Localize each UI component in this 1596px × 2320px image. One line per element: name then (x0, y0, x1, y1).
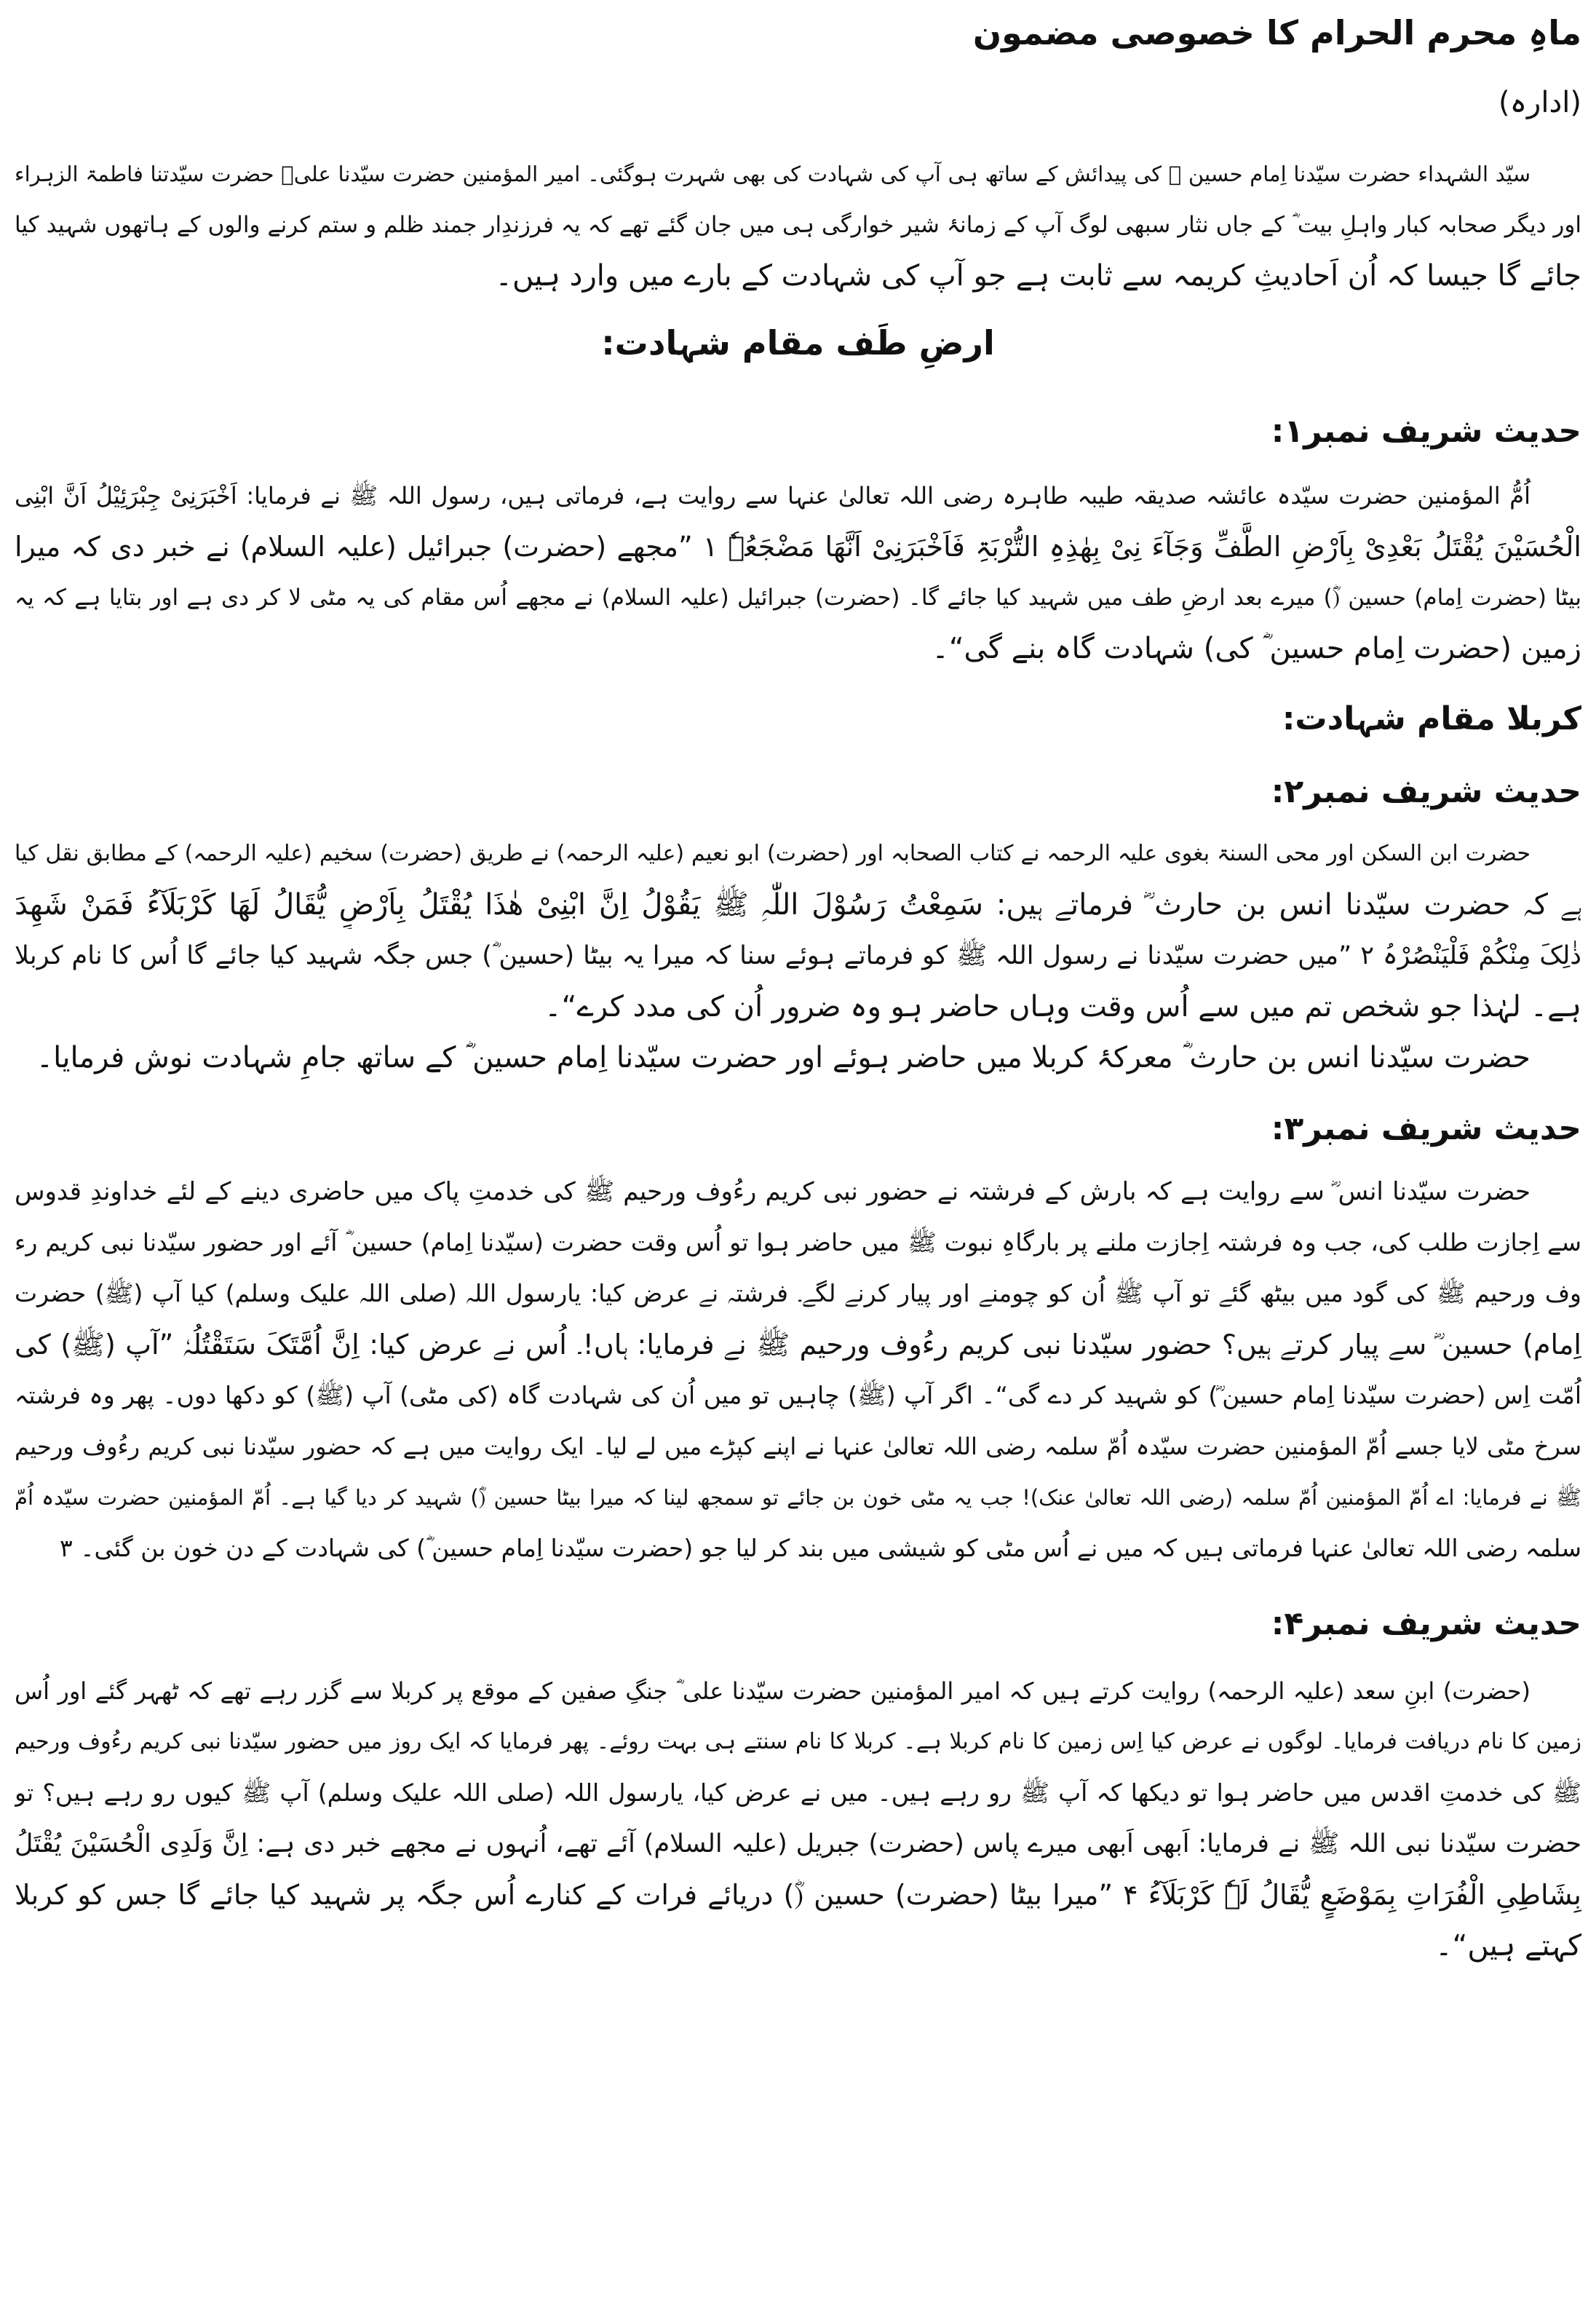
hadith-4-line: بِشَاطِیِ الْفُرَاتِ بِمَوْضَعٍ یُّقَالُ لَہٗ کَرْبَلَآءُ ۴ ”میرا بیٹا (حضرت) حسین (ؓ) دریائے فرات کے کنارے اُس جگہ پر شہید کیا جائے گا جس کو کربلا (15, 1879, 1581, 1911)
hadith-heading-4: حدیث شریف نمبر۴: (1271, 1605, 1581, 1642)
hadith-2-line: ذٰلِکَ مِنْکُمْ فَلْیَنْصُرْہُ ۲ ”میں حضرت سیّدنا نے رسول اللہ ﷺ کو فرماتے ہوئے سنا کہ میرا یہ بیٹا (حسین ؓ) جس جگہ شہید کیا جائے گا اُس کا نام کربلا (15, 941, 1581, 970)
hadith-heading-3: حدیث شریف نمبر۳: (1271, 1110, 1581, 1147)
hadith-2-line: ہے کہ حضرت سیّدنا انس بن حارث ؓ فرماتے ہیں: سَمِعْتُ رَسُوْلَ اللّٰہِ ﷺ یَقُوْلُ اِنَّ ابْنِیْ ھٰذَا یُقْتَلُ بِاَرْضٍ یُّقَالُ لَھَا کَرْبَلَآءُ فَمَنْ شَھِدَ (15, 888, 1581, 922)
hadith-1-line: بیٹا (حضرت اِمام) حسین (ؓ) میرے بعد ارضِ طف میں شہید کیا جائے گا۔ (حضرت) جبرائیل (علیہ السلام) نے مجھے اُس مقام کی یہ مٹی لا کر دی ہے اور بتایا ہے کہ یہ (15, 585, 1581, 611)
article-byline: (ادارہ) (1498, 86, 1581, 119)
hadith-3-line: اِمام) حسین ؓ سے پیار کرتے ہیں؟ حضور سیّدنا نبی کریم رءُوف ورحیم ﷺ نے فرمایا: ہاں!۔ اُس نے عرض کیا: اِنَّ اُمَّتَکَ سَتَقْتُلُہٗ ”آپ (ﷺ) کی (15, 1329, 1581, 1361)
hadith-2-line: ہے۔ لہٰذا جو شخص تم میں سے اُس وقت وہاں حاضر ہو وہ ضرور اُن کی مدد کرے“۔ (544, 990, 1581, 1024)
section-heading-karbala: کربلا مقام شہادت: (1282, 700, 1581, 737)
hadith-4-line: زمین کا نام دریافت فرمایا۔ لوگوں نے عرض کیا اِس زمین کا نام کربلا ہے۔ کربلا کا نام سنتے ہی بہت روئے۔ پھر فرمایا کہ ایک روز میں حضور سیّدنا نبی کریم رءُوف ورحیم (15, 1729, 1581, 1754)
hadith-heading-2: حدیث شریف نمبر۲: (1271, 773, 1581, 810)
hadith-4-line: (حضرت) ابنِ سعد (علیہ الرحمہ) روایت کرتے ہیں کہ امیر المؤمنین حضرت سیّدنا علی ؓ جنگِ صفین کے موقع پر کربلا سے گزر رہے تھے کہ ٹھہر گئے اور اُس (15, 1677, 1531, 1705)
hadith-4-line: حضرت سیّدنا نبی اللہ ﷺ نے فرمایا: اَبھی اَبھی میرے پاس (حضرت) جبریل (علیہ السلام) آئے تھے، اُنہوں نے مجھے خبر دی ہے: اِنَّ وَلَدِی الْحُسَیْنَ یُقْتَلُ (15, 1829, 1581, 1858)
hadith-2-line: حضرت ابن السکن اور محی السنۃ بغوی علیہ الرحمہ نے کتاب الصحابہ اور (حضرت) ابو نعیم (علیہ الرحمہ) نے طریق (حضرت) سخیم (علیہ الرحمہ) کے مطابق نقل کیا (15, 841, 1531, 866)
hadith-heading-1: حدیث شریف نمبر۱: (1271, 413, 1581, 450)
intro-line: سیّد الشہداء حضرت سیّدنا اِمام حسین ؓ کی پیدائش کے ساتھ ہی آپ کی شہادت کی بھی شہرت ہوگئی۔ امیر المؤمنین حضرت سیّدنا علیؓ حضرت سیّدتنا فاطمۃ الزہراء (15, 162, 1531, 186)
hadith-1-line: اُمُّ المؤمنین حضرت سیّدہ عائشہ صدیقہ طیبہ طاہرہ رضی اللہ تعالیٰ عنہا سے روایت ہے، فرماتی ہیں، رسول اللہ ﷺ نے فرمایا: اَخْبَرَنِیْ جِبْرَئِیْلُ اَنَّ ابْنِی (15, 482, 1531, 510)
article-title: ماہِ محرم الحرام کا خصوصی مضمون (972, 13, 1581, 52)
hadith-3-line: حضرت سیّدنا انس ؓ سے روایت ہے کہ بارش کے فرشتہ نے حضور نبی کریم رءُوف ورحیم ﷺ کی خدمتِ پاک میں حاضری دینے کے لئے خداوندِ قدوس (15, 1177, 1531, 1206)
hadith-3-line: سرخ مٹی لایا جسے اُمّ المؤمنین حضرت سیّدہ اُمّ سلمہ رضی اللہ تعالیٰ عنہا نے اپنے کپڑے میں لے لیا۔ ایک روایت میں ہے کہ حضور سیّدنا نبی کریم رءُوف ورحیم (15, 1433, 1581, 1460)
section-heading-arz-taf: ارضِ طَف مقام شہادت: (601, 323, 995, 363)
hadith-1-line: زمین (حضرت اِمام حسین ؓ کی) شہادت گاہ بنے گی“۔ (932, 632, 1581, 665)
hadith-4-line: ﷺ کی خدمتِ اقدس میں حاضر ہوا تو دیکھا کہ آپ ﷺ رو رہے ہیں۔ میں نے عرض کیا، یارسول اللہ (صلی اللہ علیک وسلم) آپ ﷺ کیوں رو رہے ہیں؟ تو (15, 1778, 1581, 1807)
hadith-3-line: ﷺ نے فرمایا: اے اُمّ المؤمنین اُمّ سلمہ (رضی اللہ تعالیٰ عنک)! جب یہ مٹی خون بن جائے تو سمجھ لینا کہ میرا بیٹا حسین (ؓ) شہید کر دیا گیا ہے۔ اُمّ المؤمنین حضرت سیّدہ اُمّ (15, 1485, 1581, 1510)
hadith-2-line: حضرت سیّدنا انس بن حارث ؓ معرکۂ کربلا میں حاضر ہوئے اور حضرت سیّدنا اِمام حسین ؓ کے ساتھ جامِ شہادت نوش فرمایا۔ (36, 1041, 1531, 1074)
article-page (15, 0, 1581, 2320)
hadith-3-line: سے اِجازت طلب کی، جب وہ فرشتہ اِجازت ملنے پر بارگاہِ نبوت ﷺ میں حاضر ہوا تو اُس وقت حضرت (سیّدنا اِمام) حسین ؓ آئے اور حضور سیّدنا نبی کریم رء (15, 1228, 1581, 1256)
hadith-3-line: سلمہ رضی اللہ تعالیٰ عنہا فرماتی ہیں کہ میں نے اُس مٹی کو شیشی میں بند کر لیا جو (حضرت سیّدنا اِمام حسین ؓ) کی شہادت کے دن خون بن گئی۔ ۳ (59, 1534, 1581, 1562)
hadith-1-line: الْحُسَیْنَ یُقْتَلُ بَعْدِیْ بِاَرْضِ الطَّفِّ وَجَآءَ نِیْ بِھٰذِہِ التُّرْبَۃِ فَاَخْبَرَنِیْ اَنَّھَا مَضْجَعُہٗ ۱ ”مجھے (حضرت) جبرائیل (علیہ السلام) نے خبر دی کہ میرا (15, 531, 1581, 563)
intro-line: جائے گا جیسا کہ اُن اَحادیثِ کریمہ سے ثابت ہے جو آپ کی شہادت کے بارے میں وارد ہیں۔ (495, 259, 1581, 293)
hadith-4-line: کہتے ہیں“۔ (1435, 1929, 1581, 1963)
hadith-3-line: اُمّت اِس (حضرت سیّدنا اِمام حسین ؓ) کو شہید کر دے گی“۔ اگر آپ (ﷺ) چاہیں تو میں اُن کی شہادت گاہ (کی مٹی) آپ (ﷺ) کو دکھا دوں۔ پھر وہ فرشتہ (15, 1381, 1581, 1409)
intro-line: اور دیگر صحابہ کبار واہلِ بیت ؓ کے جاں نثار سبھی لوگ آپ کے زمانۂ شیر خوارگی ہی میں جان گئے تھے کہ یہ فرزندِار جمند ظلم و ستم کرنے والوں کے ہاتھوں شہید کیا (15, 212, 1581, 238)
hadith-3-line: ُوف ورحیم ﷺ کی گود میں بیٹھ گئے تو آپ ﷺ اُن کو چومنے اور پیار کرنے لگے۔ فرشتہ نے عرض کیا: یارسول اللہ (صلی اللہ علیک وسلم) کیا آپ (ﷺ) حضرت (15, 1279, 1581, 1307)
